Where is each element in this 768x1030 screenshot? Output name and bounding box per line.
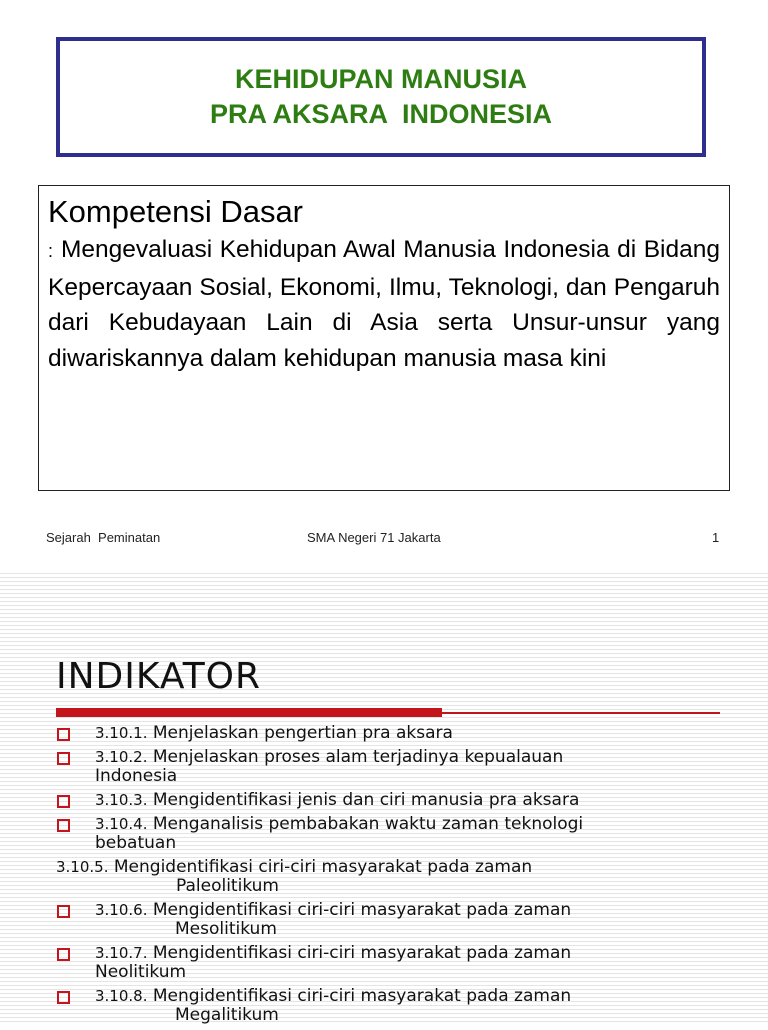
item-text: Mengidentifikasi ciri-ciri masyarakat pada zaman	[113, 857, 533, 877]
item-text: Mengidentifikasi jenis dan ciri manusia pra aksara	[152, 790, 580, 810]
list-item	[56, 901, 736, 939]
item-continuation: Paleolitikum	[176, 876, 279, 896]
square-bullet-icon	[57, 752, 70, 765]
item-text: Menganalisis pembabakan waktu zaman teknologi	[152, 814, 584, 834]
list-item	[56, 815, 736, 853]
indikator-list	[56, 724, 736, 1030]
heading-underline-thin	[442, 712, 720, 714]
item-number: 3.10.5.	[56, 858, 109, 876]
footer-page-number: 1	[712, 530, 720, 545]
list-item	[56, 944, 736, 982]
list-item	[56, 987, 736, 1025]
item-text: Menjelaskan proses alam terjadinya kepualauan	[152, 747, 564, 767]
square-bullet-icon	[57, 905, 70, 918]
list-item	[56, 748, 736, 786]
item-number: 3.10.2.	[95, 748, 148, 766]
square-bullet-icon	[57, 991, 70, 1004]
item-number: 3.10.8.	[95, 987, 148, 1005]
item-text: Mengidentifikasi ciri-ciri masyarakat pada zaman	[152, 943, 572, 963]
list-item	[56, 724, 736, 743]
title-box	[56, 37, 706, 157]
slide-2	[0, 570, 768, 1024]
item-continuation: Megalitikum	[175, 1005, 279, 1025]
item-continuation: bebatuan	[95, 833, 177, 853]
item-number: 3.10.1.	[95, 724, 148, 742]
heading-underline-thick	[56, 708, 442, 717]
list-item	[56, 858, 736, 896]
item-continuation: Mesolitikum	[175, 919, 277, 939]
kompetensi-dasar-box	[38, 185, 730, 491]
item-number: 3.10.6.	[95, 901, 148, 919]
square-bullet-icon	[57, 819, 70, 832]
item-number: 3.10.7.	[95, 944, 148, 962]
item-continuation: Indonesia	[95, 766, 178, 786]
item-text: Menjelaskan pengertian pra aksara	[152, 723, 453, 743]
square-bullet-icon	[57, 948, 70, 961]
item-text: Mengidentifikasi ciri-ciri masyarakat pada zaman	[152, 900, 572, 920]
title-line-1: KEHIDUPAN MANUSIA	[234, 64, 527, 94]
item-number: 3.10.4.	[95, 815, 148, 833]
footer-school: SMA Negeri 71 Jakarta	[307, 530, 441, 545]
square-bullet-icon	[57, 728, 70, 741]
indikator-heading: INDIKATOR	[56, 656, 262, 697]
title-line-2: PRA AKSARA INDONESIA	[209, 99, 553, 129]
item-number: 3.10.3.	[95, 791, 148, 809]
item-text: Mengidentifikasi ciri-ciri masyarakat pada zaman	[152, 986, 572, 1006]
kd-text: Mengevaluasi Kehidupan Awal Manusia Indonesia di Bidang Kepercayaan Sosial, Ekonomi, Ilmu, Teknologi, dan Pengaruh dari Kebudayaan Lain di Asia serta Unsur-unsur yang diwariskannya dalam kehidupan manusia masa kini	[48, 236, 720, 372]
list-item	[56, 791, 736, 810]
kd-colon: :	[48, 241, 54, 261]
footer-subject: Sejarah Peminatan	[46, 530, 161, 545]
kd-body	[48, 232, 720, 376]
kd-heading: Kompetensi Dasar	[48, 194, 304, 229]
square-bullet-icon	[57, 795, 70, 808]
item-continuation: Neolitikum	[95, 962, 187, 982]
